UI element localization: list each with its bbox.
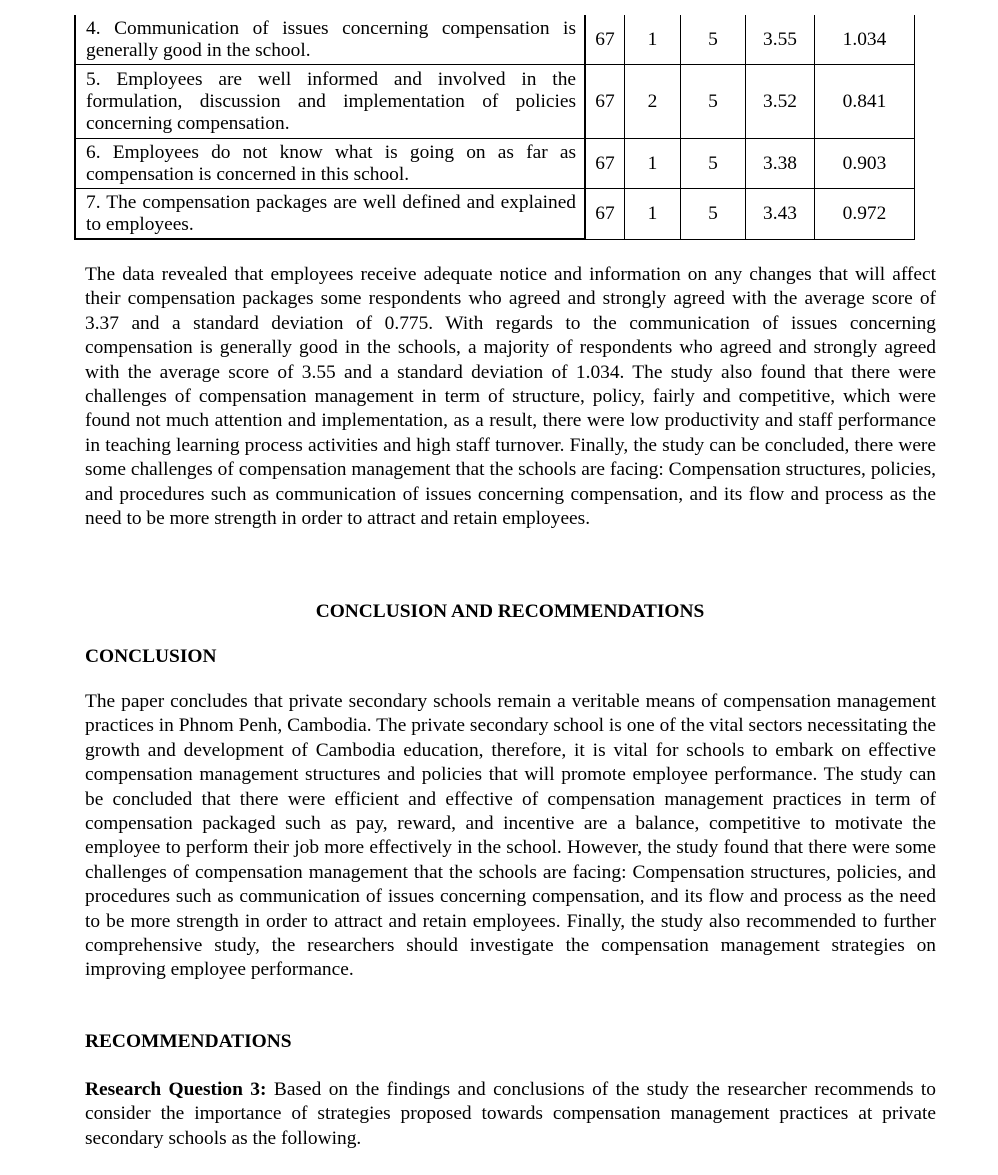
n-value: 67: [585, 139, 625, 189]
item-text: 7. The compensation packages are well defined and explained to employees.: [75, 189, 585, 240]
n-value: 67: [585, 15, 625, 65]
conclusion-heading: CONCLUSION: [85, 646, 217, 667]
min-value: 1: [625, 139, 681, 189]
item-text: 5. Employees are well informed and involved in the formulation, discussion and implementation of policies concerning compensation.: [75, 65, 585, 139]
max-value: 5: [681, 189, 746, 240]
min-value: 2: [625, 65, 681, 139]
mean-value: 3.52: [746, 65, 815, 139]
table-row: [75, 15, 915, 65]
research-question-label: Research Question 3:: [85, 1079, 267, 1100]
min-value: 1: [625, 15, 681, 65]
sd-value: 0.972: [815, 189, 915, 240]
table-row: [75, 139, 915, 189]
n-value: 67: [585, 189, 625, 240]
conclusion-paragraph: The paper concludes that private secondary schools remain a veritable means of compensation management practices in Phnom Penh, Cambodia. The private secondary school is one of the vital sectors necessitating the growth and development of Cambodia education, therefore, it is vital for schools to embark on effective compensation management structures and policies that will promote employee performance. The study can be concluded that there were efficient and effective of compensation management practices in term of compensation packaged such as pay, reward, and incentive are a balance, competitive to motivate the employee to perform their job more effectively in the school. However, the study found that there were some challenges of compensation management that the schools are facing: Compensation structures, policies, and procedures such as communication of issues concerning compensation, and its flow and process as the need to be more strength in order to attract and retain employees. Finally, the study also recommended to further comprehensive study, the researchers should investigate the compensation management strategies on improving employee performance.: [85, 691, 936, 981]
research-question-text: Based on the findings and conclusions of the study the researcher recommends to consider the importance of strategies proposed towards compensation management practices at private secondary schools as the following.: [85, 1079, 937, 1149]
table-row: [75, 65, 915, 139]
max-value: 5: [681, 139, 746, 189]
item-text: 4. Communication of issues concerning compensation is generally good in the school.: [75, 15, 585, 65]
item-text: 6. Employees do not know what is going on as far as compensation is concerned in this school.: [75, 139, 585, 189]
sd-value: 1.034: [815, 15, 915, 65]
mean-value: 3.43: [746, 189, 815, 240]
recommendations-paragraph: [85, 1078, 936, 1151]
table-row: [75, 189, 915, 240]
discussion-paragraph: The data revealed that employees receive adequate notice and information on any changes that will affect their compensation packages some respondents who agreed and strongly agreed with the average score of 3.37 and a standard deviation of 0.775. With regards to the communication of issues concerning compensation is generally good in the schools, a majority of respondents who agreed and strongly agreed with the average score of 3.55 and a standard deviation of 1.034. The study also found that there were challenges of compensation management in term of structure, policy, fairly and competitive, which were found not much attention and implementation, as a result, there were low productivity and staff performance in teaching learning process activities and high staff turnover. Finally, the study can be concluded, there were some challenges of compensation management that the schools are facing: Compensation structures, policies, and procedures such as communication of issues concerning compensation, and its flow and process as the need to be more strength in order to attract and retain employees.: [85, 264, 936, 530]
mean-value: 3.55: [746, 15, 815, 65]
n-value: 67: [585, 65, 625, 139]
max-value: 5: [681, 15, 746, 65]
compensation-statistics-table: [74, 15, 915, 240]
recommendations-heading: RECOMMENDATIONS: [85, 1031, 292, 1052]
min-value: 1: [625, 189, 681, 240]
mean-value: 3.38: [746, 139, 815, 189]
sd-value: 0.903: [815, 139, 915, 189]
sd-value: 0.841: [815, 65, 915, 139]
max-value: 5: [681, 65, 746, 139]
section-heading: CONCLUSION AND RECOMMENDATIONS: [315, 601, 705, 622]
